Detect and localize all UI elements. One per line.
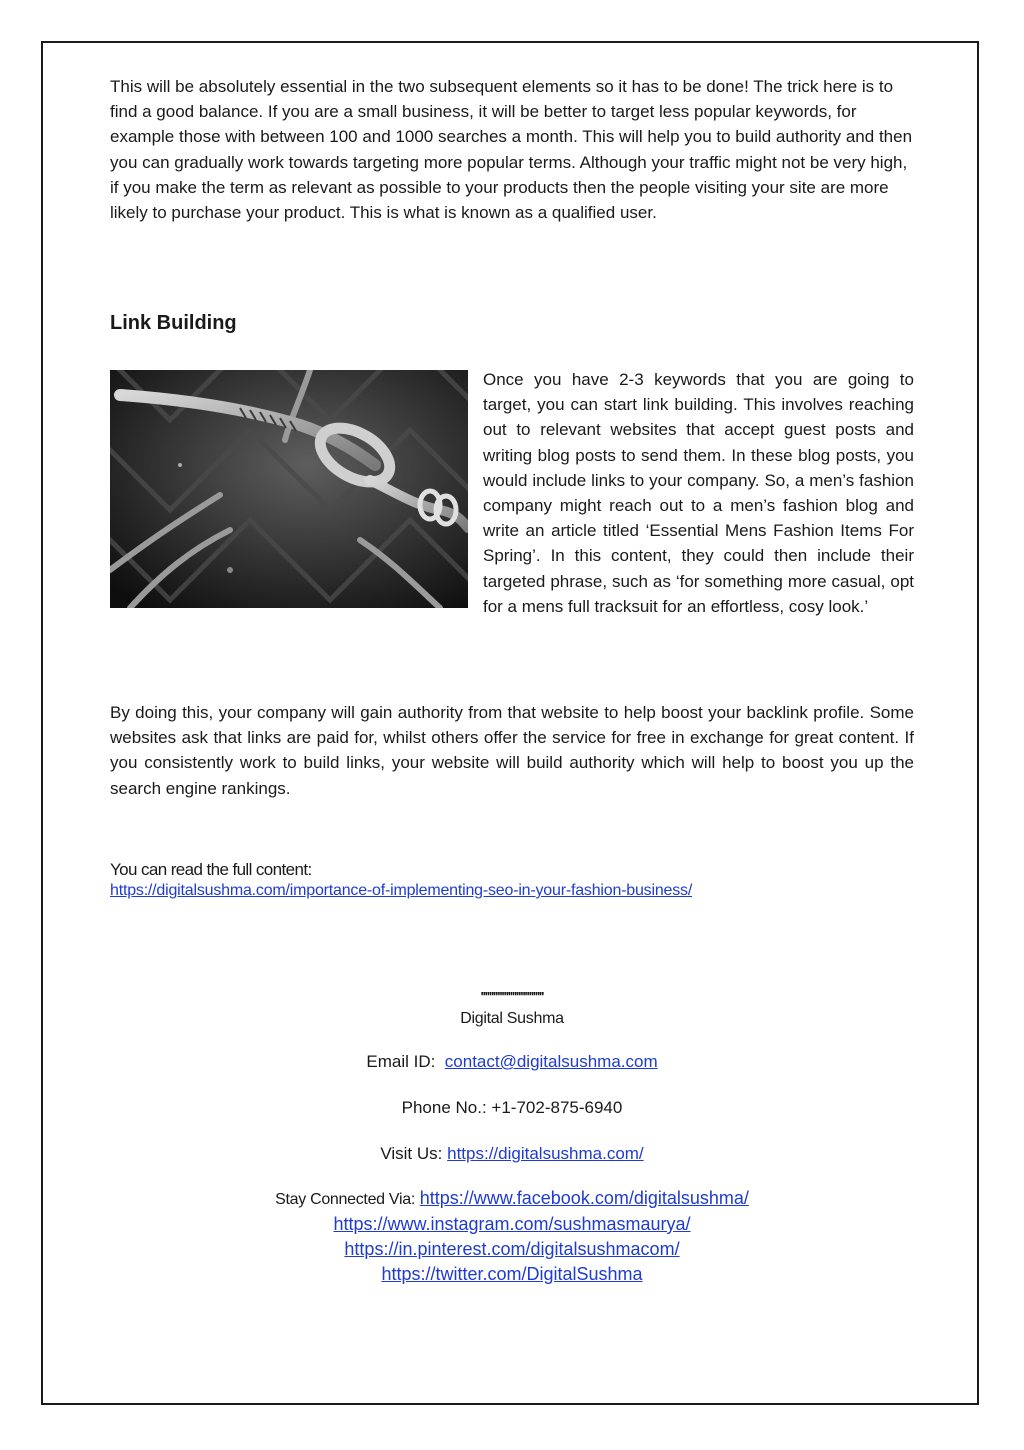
link-building-paragraph-2: By doing this, your company will gain authority from that website to help boost your backlink profile. Some websites ask that links are paid for, whilst others offer the service for free in exchange for great content. If you consistently work to build links, your website will build authority which will help to boost you up the search engine rankings. <box>110 703 914 798</box>
document-body <box>110 74 914 899</box>
social-label: Stay Connected Via: <box>275 1191 415 1208</box>
email-label: Email ID: <box>366 1052 436 1071</box>
visit-label: Visit Us: <box>380 1144 443 1163</box>
twitter-link[interactable]: https://twitter.com/DigitalSushma <box>381 1264 643 1284</box>
brand-name: Digital Sushma <box>460 1010 564 1027</box>
instagram-link[interactable]: https://www.instagram.com/sushmasmaurya/ <box>333 1214 691 1234</box>
pinterest-link[interactable]: https://in.pinterest.com/digitalsushmacom/ <box>344 1239 680 1259</box>
link-building-block <box>110 367 914 619</box>
read-more-section <box>110 860 914 900</box>
read-more-label: You can read the full content: <box>110 860 312 879</box>
visit-row <box>41 1142 983 1166</box>
social-links <box>41 1186 983 1287</box>
full-content-link[interactable]: https://digitalsushma.com/importance-of-implementing-seo-in-your-fashion-business/ <box>110 882 693 899</box>
section-heading: Link Building <box>110 312 237 334</box>
separator-dots: '''''''''''''''''''''''''''''' <box>480 989 544 1004</box>
link-building-paragraph-1: Once you have 2-3 keywords that you are going to target, you can start link building. This involves reaching out to relevant websites that accept guest posts and writing blog posts to send them. In these blog posts, you would include links to your company. So, a men’s fashion company might reach out to a men’s fashion blog and write an article titled ‘Essential Mens Fashion Items For Spring’. In this content, they could then include their targeted phrase, such as ‘for something more casual, opt for a mens full tracksuit for an effortless, cosy look.’ <box>483 370 914 616</box>
contact-footer <box>41 990 983 1287</box>
phone-row: Phone No.: +1-702-875-6940 <box>401 1098 623 1117</box>
intro-paragraph: This will be absolutely essential in the two subsequent elements so it has to be done! The trick here is to find a good balance. If you are a small business, it will be better to target less popular keywords, for example those with between 100 and 1000 searches a month. This will help you to build authority and then you can gradually work towards targeting more popular terms. Although your traffic might not be very high, if you make the term as relevant as possible to your products then the people visiting your site are more likely to purchase your product. This is what is known as a qualified user. <box>110 77 913 223</box>
email-link[interactable]: contact@digitalsushma.com <box>444 1052 658 1071</box>
website-link[interactable]: https://digitalsushma.com/ <box>447 1144 644 1163</box>
email-row <box>41 1050 983 1074</box>
facebook-link[interactable]: https://www.facebook.com/digitalsushma/ <box>419 1188 749 1208</box>
chain-link-fence-photo <box>110 370 468 608</box>
